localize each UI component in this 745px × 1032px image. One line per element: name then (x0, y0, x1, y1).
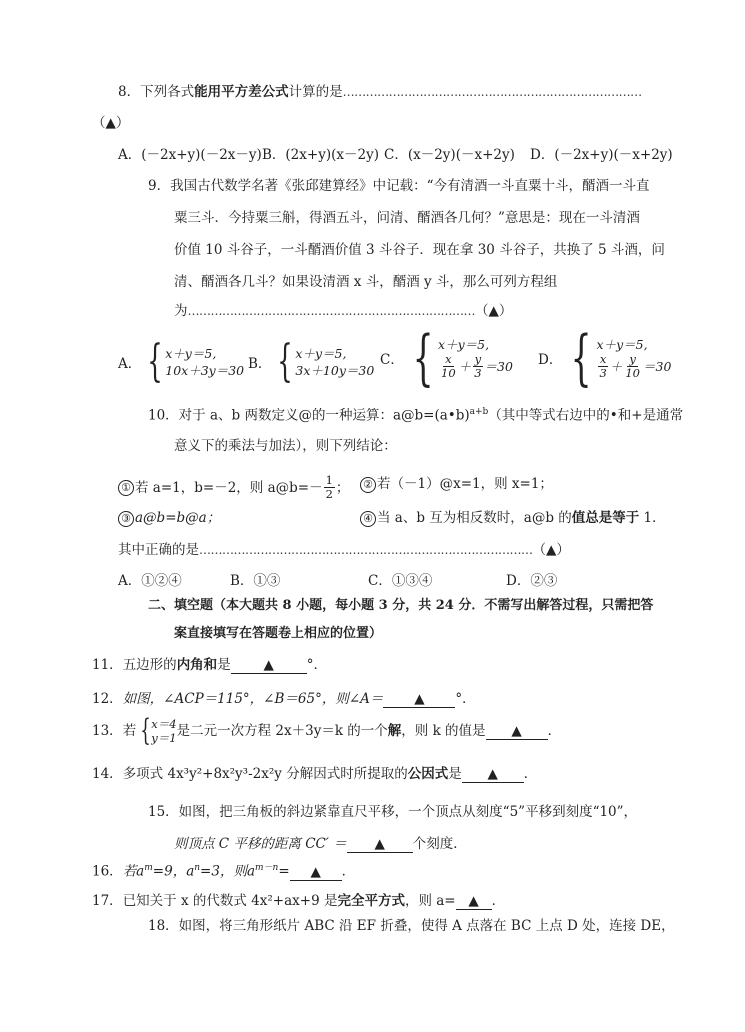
q10-line-1: 10．对于 a、b 两数定义@的一种运算：a@b=(a•b)$^{a+b}$（其中等式右边中的•和+是通常 (148, 407, 684, 424)
answer-blank: ▲ (290, 864, 342, 881)
q16: 16．若$a^m=9$，$a^n=3$，则$a^{m-n}=$ ▲ ． (92, 863, 356, 880)
q8-option-b: B．(2x+y)(x－2y) (262, 147, 379, 163)
q10-conclusion-3: ③ a@b=b@a； (118, 508, 220, 528)
section-2-heading: 二、填空题（本大题共 8 小题，每小题 3 分，共 24 分．不需写出解答过程，只需把答 (148, 598, 654, 613)
q15-line-2: 则顶点 C 平移的距离 CC′ ＝ ▲ 个刻度． (174, 836, 467, 852)
brace-icon: { (140, 713, 151, 748)
q8-option-d: D．(－2x+y)(－x+2y) (530, 147, 673, 163)
q10-conclusion-2: ② 若（－1）@x=1，则 x=1； (360, 474, 553, 494)
q10-conclusion-4: ④ 当 a、b 互为相反数时，a@b 的值总是等于 1． (360, 508, 666, 528)
section-2-heading-cont: 案直接填写在答题卷上相应的位置） (174, 626, 383, 641)
q17: 17．已知关于 x 的代数式 4x²+ax+9 是完全平方式，则 a= ▲ ． (92, 893, 506, 909)
q15-line-1: 15．如图，把三角板的斜边紧靠直尺平移，一个顶点从刻度“5”平移到刻度“10”， (148, 804, 638, 820)
q10-conclusion-line: 其中正确的是……………………………………………………………………………（▲） (118, 542, 570, 558)
q9-option-d: D． { x＋y＝5, $\frac{x}{3}$ ＋ $\frac{y}{10}$ ＝30 (538, 323, 672, 393)
answer-blank: ▲ (456, 893, 492, 910)
brace-icon: { (277, 336, 294, 387)
q9-line-4: 清、醑酒各几斗？如果设清酒 x 斗，醑酒 y 斗，那么可列方程组 (174, 274, 558, 290)
q10-option-d: D．②③ (506, 573, 558, 589)
q9-option-b: B． { x＋y＝5, 3x＋10y＝30 (248, 336, 375, 387)
q10-option-a: A．①②④ (118, 573, 182, 589)
q13: 13． 若 { x＝4 y＝1 是二元一次方程 2x＋3y＝k 的一个 解 ，则 k 的值是 ▲ ． (92, 713, 562, 748)
q8-stem: 8．下列各式能用平方差公式计算的是…………………………………………………………………… (118, 84, 642, 100)
q10-conclusion-1: ① 若 a=1，b=－2，则 a@b=－ $\frac{1}{2}$ ； (118, 474, 349, 501)
q9-option-a: A． { x＋y＝5, 10x＋3y＝30 (118, 336, 245, 387)
q10-option-c: C．①③④ (368, 573, 433, 589)
answer-blank: ▲ (462, 766, 524, 783)
q9-line-3: 价值 10 斗谷子，一斗醑酒价值 3 斗谷子．现在拿 30 斗谷子，共换了 5 斗酒，问 (174, 242, 665, 258)
q9-line-2: 粟三斗．今持粟三斛，得酒五斗，问清、醑酒各几何？”意思是：现在一斗清酒 (174, 210, 640, 226)
answer-blank: ▲ (347, 836, 413, 853)
brace-icon: { (147, 336, 163, 387)
q8-option-c: C．(x－2y)(－x+2y) (384, 147, 515, 163)
q14: 14．多项式 4x³y²+8x²y³-2x²y 分解因式时所提取的公因式是 ▲ ． (92, 766, 538, 782)
q9-line-5: 为…………………………………………………………………（▲） (174, 303, 513, 319)
q8-option-a: A．(－2x+y)(－2x－y) (118, 147, 262, 163)
answer-blank: ▲ (383, 691, 455, 708)
q9-line-1: 9．我国古代数学名著《张邱建算经》中记载：“今有清酒一斗直粟十斗，醑酒一斗直 (148, 178, 650, 194)
q11: 11．五边形的内角和是 ▲ °． (92, 657, 327, 673)
q10-line-2: 意义下的乘法与加法），则下列结论： (174, 438, 397, 454)
q12: 12．如图，∠ACP＝115°，∠B＝65°，则∠A＝ ▲ °． (92, 691, 476, 707)
answer-blank: ▲ (231, 657, 307, 674)
brace-icon: { (412, 323, 434, 393)
q18-line-1: 18．如图，将三角形纸片 ABC 沿 EF 折叠，使得 A 点落在 BC 上点 D 处，连接 DE， (148, 918, 675, 934)
answer-blank: ▲ (486, 723, 548, 740)
brace-icon: { (570, 323, 592, 393)
q10-option-b: B．①③ (230, 573, 281, 589)
q8-answer-mark: （▲） (92, 115, 130, 131)
q9-option-c: C． { x＋y＝5, $\frac{x}{10}$ ＋ $\frac{y}{3}$ ＝30 (380, 323, 513, 393)
